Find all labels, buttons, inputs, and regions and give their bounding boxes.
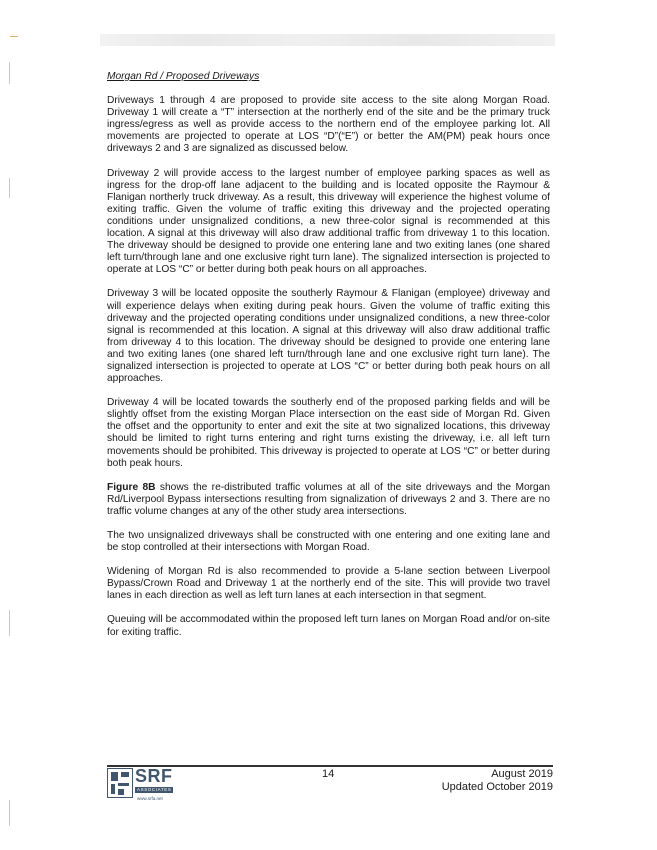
date-original: August 2019 [491,768,553,780]
paragraph-driveway-2: Driveway 2 will provide access to the largest number of employee parking spaces as well as ingress for the drop-off lane adjacent to the building and is located opposite the Raymour & Flanigan northerly truck driveway. As a result, this driveway will experience the highest volume of exiting traffic. Given the volume of traffic exiting this driveway and the projected operating conditions under unsignalized conditions, a new three-color signal is recommended at this location. A signal at this driveway will also draw additional traffic from driveway 1 to this location. The driveway should be designed to provide one entering lane and two exiting lanes (one shared left turn/through lane and one exclusive right turn lane). The signalized intersection is projected to operate at LOS “C” or better during both peak hours on all approaches. [107,167,550,276]
paragraph-figure-8b [107,482,550,518]
logo-name: SRF [135,766,173,786]
scan-artifact-band [100,34,555,46]
scan-edge-mark [9,62,10,84]
logo-url: www.srfa.net [137,796,163,801]
date-updated: Updated October 2019 [441,781,553,793]
paragraph-driveway-3: Driveway 3 will be located opposite the southerly Raymour & Flanigan (employee) driveway and will experience delays when exiting during peak hours. Given the volume of traffic exiting this driveway and the projected operating conditions under unsignalized conditions, a new three-color signal is recommended at this location. A signal at this driveway will also draw additional traffic from driveway 4 to this location. The driveway should be designed to provide one entering lane and two exiting lanes (one shared left turn/through lane and one exclusive right turn lane). The signalized intersection is projected to operate at LOS “C” or better during both peak hours on all approaches. [107,288,550,385]
figure-paragraph-text: shows the re-distributed traffic volumes at all of the site driveways and the Morgan Rd/Liverpool Bypass intersections resulting from signalization of driveways 2 and 3. There are no traffic volume changes at any of the other study area intersections. [107,481,551,517]
footer-dates [442,768,553,794]
scan-edge-mark [9,178,10,198]
srf-logo [107,766,173,806]
scan-edge-mark [9,800,10,826]
paragraph-queuing: Queuing will be accommodated within the proposed left turn lanes on Morgan Road and/or on-site for exiting traffic. [107,614,550,638]
srf-logo-mark-icon [107,768,133,798]
scan-edge-mark [9,610,10,636]
paragraph-unsignalized-driveways: The two unsignalized driveways shall be constructed with one entering and one exiting lane and be stop controlled at their intersections with Morgan Road. [107,530,550,554]
paragraph-widening: Widening of Morgan Rd is also recommended to provide a 5-lane section between Liverpool Bypass/Crown Road and Driveway 1 at the northerly end of the site. This will provide two travel lanes in each direction as well as left turn lanes at each intersection in that segment. [107,566,550,602]
section-heading: Morgan Rd / Proposed Driveways [107,71,260,82]
document-body [107,71,550,651]
paragraph-driveway-4: Driveway 4 will be located towards the southerly end of the proposed parking fields and will be slightly offset from the existing Morgan Place intersection on the east side of Morgan Rd. Given the offset and the opportunity to enter and exit the site at two signalized locations, this driveway should be limited to right turns entering and right turns existing the driveway, i.e. all left turn movements should be prohibited. This driveway is projected to operate at LOS “C” or better during both peak hours. [107,397,550,469]
paragraph-driveway-1: Driveways 1 through 4 are proposed to provide site access to the site along Morgan Road. Driveway 1 will create a “T” intersection at the northerly end of the site and be the primary truck ingress/egress as well as provide access to the northern end of the employee parking lot. All movements are projected to operate at LOS “D”(“E”) or better the AM(PM) peak hours once driveways 2 and 3 are signalized as discussed below. [107,95,550,155]
page-number: 14 [322,768,335,780]
scan-edge-mark [10,36,18,37]
logo-subtitle: ASSOCIATES [137,787,172,792]
footer-rule [107,765,553,767]
figure-reference: Figure 8B [107,481,156,493]
